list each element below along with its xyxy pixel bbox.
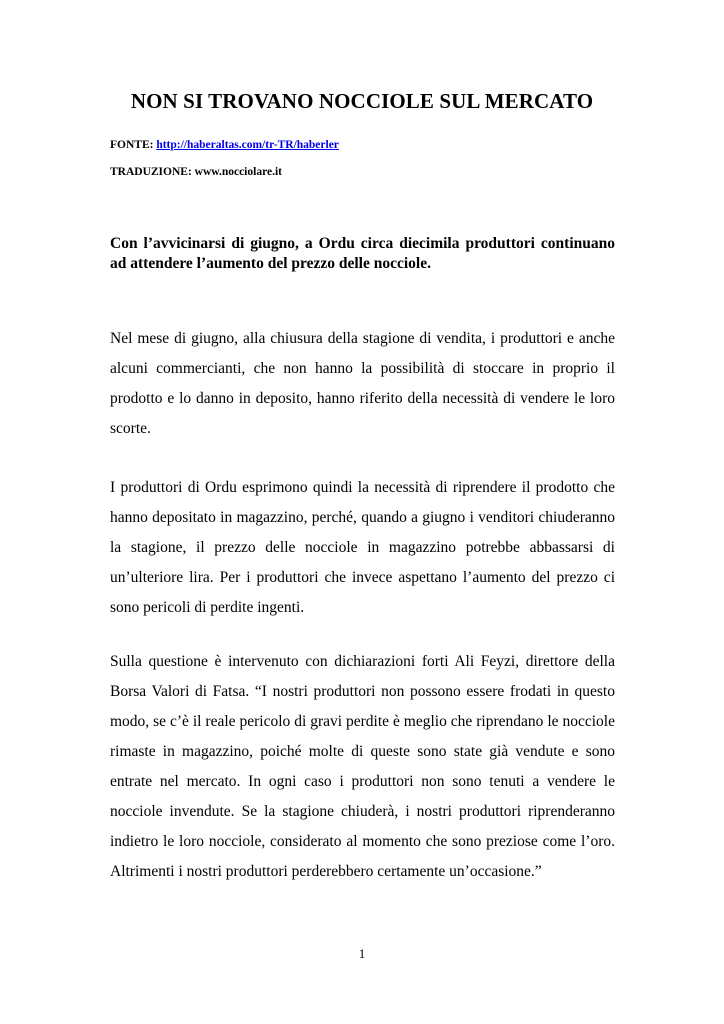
source-link[interactable]: http://haberaltas.com/tr-TR/haberler — [156, 139, 339, 151]
translation-label: TRADUZIONE: — [110, 166, 195, 178]
source-line — [110, 138, 339, 152]
page-number: 1 — [358, 946, 366, 961]
translation-line — [110, 165, 282, 179]
source-label: FONTE: — [110, 139, 157, 151]
body-paragraph-1: Nel mese di giugno, alla chiusura della stagione di vendita, i produttori e anche alcuni commercianti, che non hanno la possibilità di stoccare in proprio il prodotto e lo danno in deposito, hanno riferito della necessità di vendere le loro scorte. — [110, 330, 615, 437]
translation-value: www.nocciolare.it — [194, 166, 282, 178]
body-paragraph-2: I produttori di Ordu esprimono quindi la necessità di riprendere il prodotto che hanno depositato in magazzino, perché, quando a giugno i venditori chiuderanno la stagione, il prezzo delle nocciole in magazzino potrebbe abbassarsi di un’ulteriore lira. Per i produttori che invece aspettano l’aumento del prezzo ci sono pericoli di perdite ingenti. — [110, 479, 615, 616]
lead-paragraph: Con l’avvicinarsi di giugno, a Ordu circa diecimila produttori continuano ad attendere l’aumento del prezzo delle nocciole. — [110, 235, 615, 272]
body-paragraph-3: Sulla questione è intervenuto con dichiarazioni forti Ali Feyzi, direttore della Borsa Valori di Fatsa. “I nostri produttori non possono essere frodati in questo modo, se c’è il reale pericolo di gravi perdite è meglio che riprendano le nocciole rimaste in magazzino, poiché molte di queste sono state già vendute e sono entrate nel mercato. In ogni caso i produttori non sono tenuti a vendere le nocciole invendute. Se la stagione chiuderà, i nostri produttori riprenderanno indietro le loro nocciole, considerato al momento che sono preziose come l’oro. Altrimenti i nostri produttori perderebbero certamente un’occasione.” — [110, 653, 615, 880]
page-title: NON SI TROVANO NOCCIOLE SUL MERCATO — [130, 89, 594, 113]
